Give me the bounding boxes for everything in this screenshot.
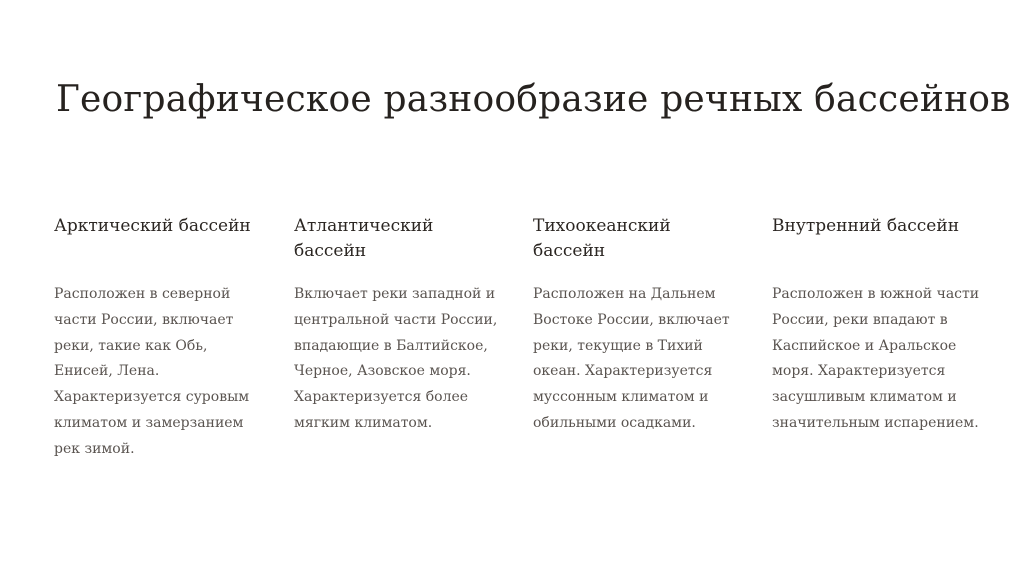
column-inland-basin: [772, 214, 982, 437]
column-heading: Арктический бассейн: [54, 216, 251, 236]
column-pacific-basin: [533, 214, 743, 437]
column-description: Расположен в южной части России, реки впадают в Каспийское и Аральское моря. Характеризуется засушливым климатом и значительным испарением.: [772, 286, 980, 431]
column-heading: Атлантический бассейн: [294, 216, 434, 261]
column-description: Расположен на Дальнем Востоке России, включает реки, текущие в Тихий океан. Характеризуется муссонным климатом и обильными осадками.: [533, 286, 730, 431]
slide-title: Географическое разнообразие речных бассейнов: [56, 79, 1011, 120]
column-heading: Тихоокеанский бассейн: [533, 216, 671, 261]
column-description: Включает реки западной и центральной части России, впадающие в Балтийское, Черное, Азовское моря. Характеризуется более мягким климатом.: [294, 286, 498, 431]
basin-columns: [54, 214, 994, 534]
column-arctic-basin: [54, 214, 264, 463]
column-atlantic-basin: [294, 214, 504, 437]
column-heading: Внутренний бассейн: [772, 216, 960, 236]
column-description: Расположен в северной части России, включает реки, такие как Обь, Енисей, Лена. Характеризуется суровым климатом и замерзанием рек зимой.: [54, 286, 250, 457]
